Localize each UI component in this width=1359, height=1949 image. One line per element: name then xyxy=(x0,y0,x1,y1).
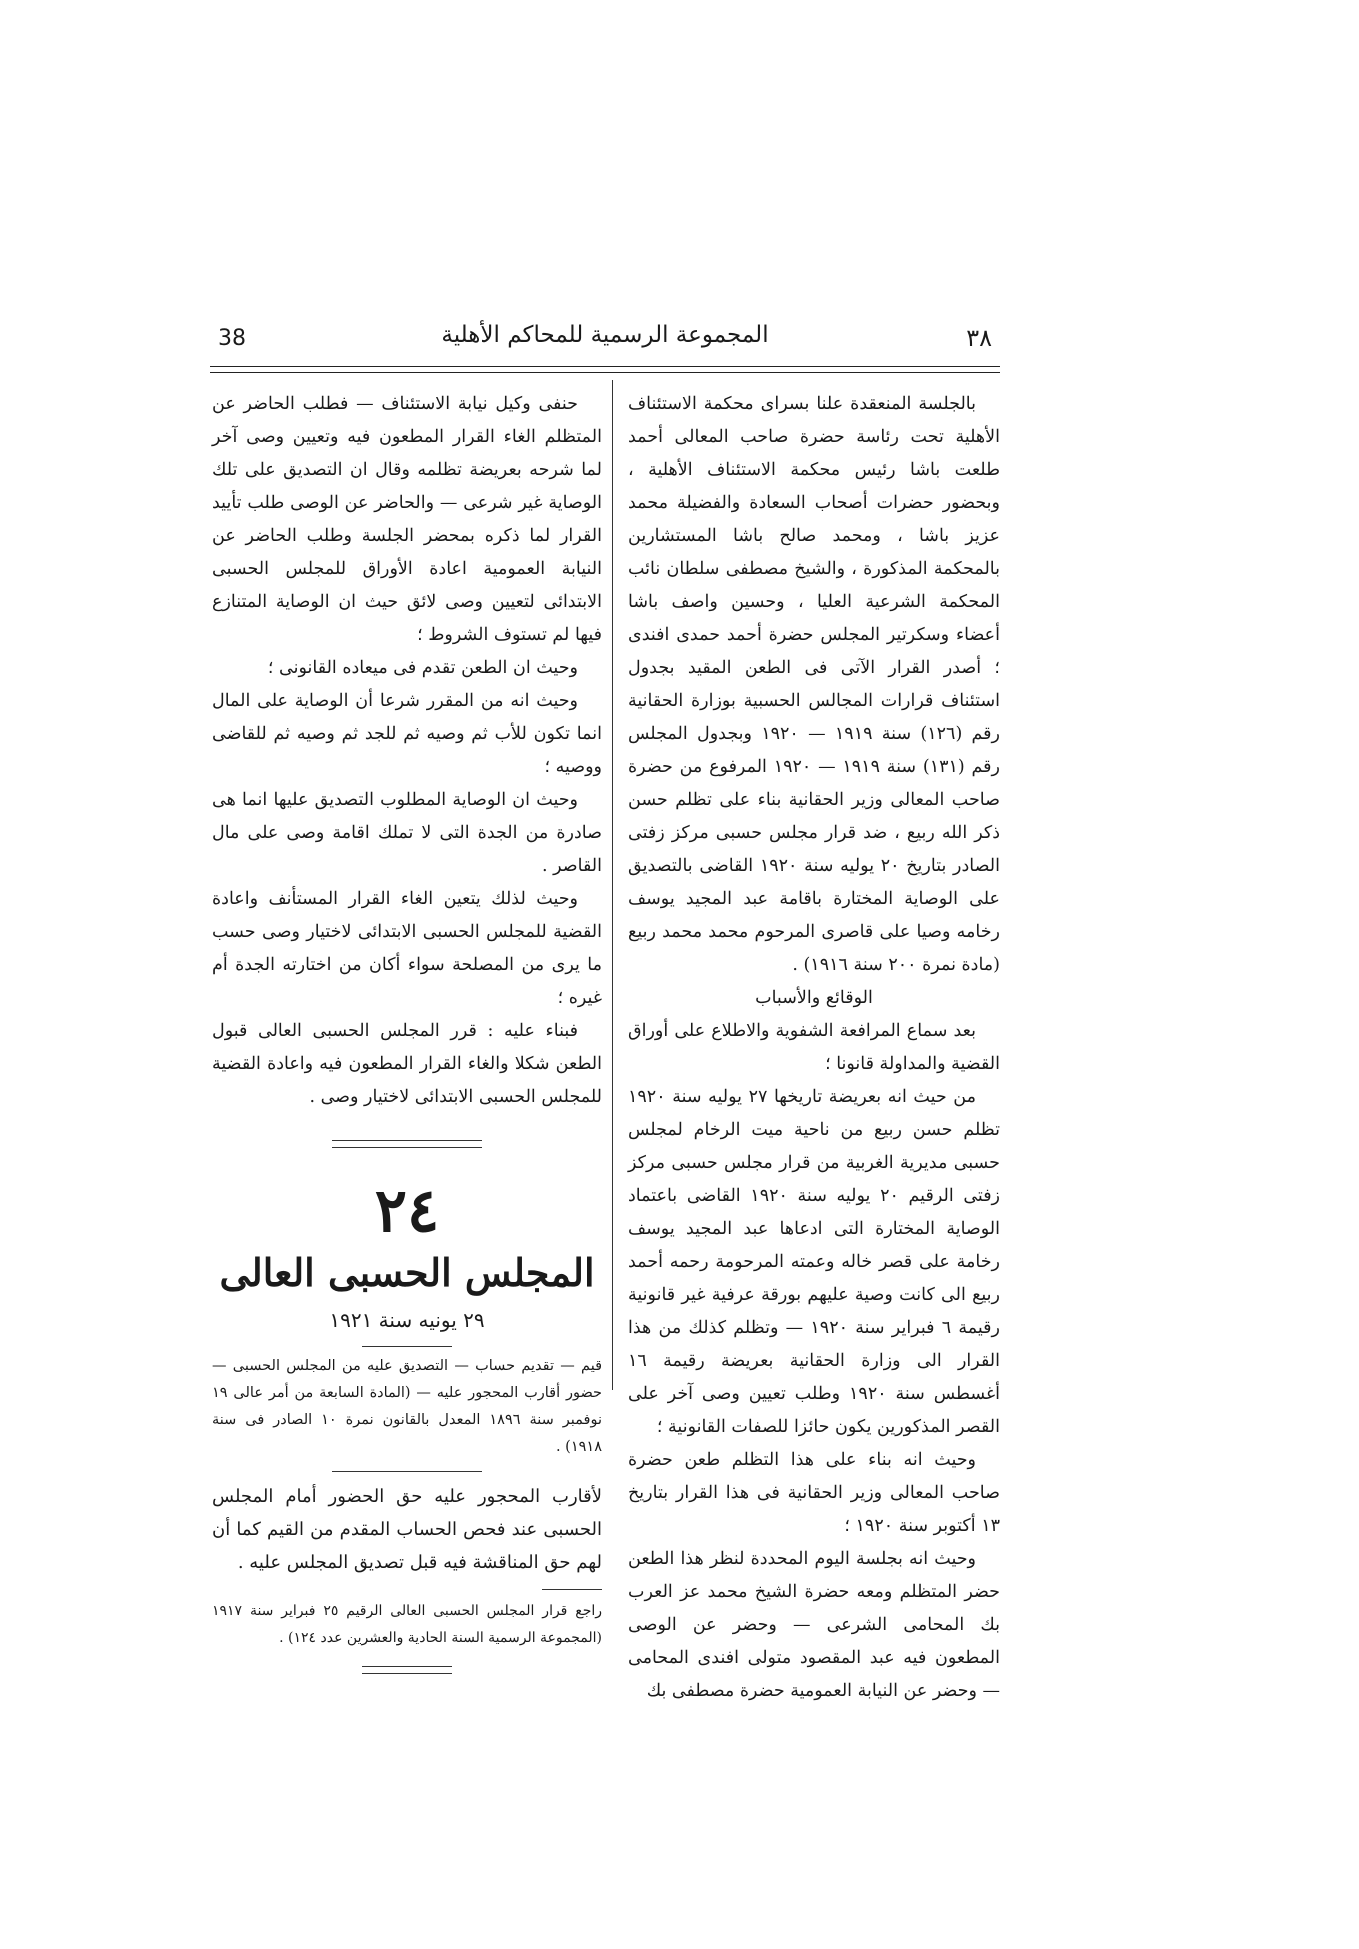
page-number-arabic: ٣٨ xyxy=(966,324,992,352)
separator-line xyxy=(362,1666,452,1667)
left-column xyxy=(212,388,602,1680)
end-separator xyxy=(212,1666,602,1674)
facts-paragraph: بعد سماع المرافعة الشفوية والاطلاع على أوراق القضية والمداولة قانونا ؛ xyxy=(628,1021,1000,1074)
facts-paragraph: وحيث انه بناء على هذا التظلم طعن حضرة صاحب المعالى وزير الحقانية فى هذا القرار بتاريخ ١٣ أكتوبر سنة ١٩٢٠ ؛ xyxy=(628,1450,1000,1536)
case-date: ٢٩ يونيه سنة ١٩٢١ xyxy=(329,1308,485,1332)
section-separator xyxy=(212,1140,602,1148)
ruling-paragraph: حنفى وكيل نيابة الاستئناف — فطلب الحاضر عن المتظلم الغاء القرار المطعون فيه وتعيين وصى آخر لما شرحه بعريضة تظلمه وقال ان التصديق على تلك الوصاية غير شرعى — والحاضر عن الوصى طلب تأييد القرار لما ذكره بمحضر الجلسة وطلب الحاضر عن النيابة العمومية اعادة الأوراق للمجلس الحسبى الابتدائى لتعيين وصى لائق حيث ان الوصاية المتنازع فيها لم تستوف الشروط ؛ xyxy=(212,394,602,645)
ruling-paragraph: فبناء عليه : قرر المجلس الحسبى العالى قبول الطعن شكلا والغاء القرار المطعون فيه واعادة القضية للمجلس الحسبى الابتدائى لاختيار وصى . xyxy=(212,1021,602,1107)
legal-principle: لأقارب المحجور عليه حق الحضور أمام المجلس الحسبى عند فحص الحساب المقدم من القيم كما أن لهم حق المناقشة فيه قبل تصديق المجلس عليه . xyxy=(212,1486,602,1573)
date-underline xyxy=(362,1346,452,1347)
page-header xyxy=(210,320,1000,360)
facts-paragraph: من حيث انه بعريضة تاريخها ٢٧ يوليه سنة ١٩٢٠ تظلم حسن ربيع من ناحية ميت الرخام لمجلس حسبى مديرية الغربية من قرار مجلس حسبى مركز زفتى الرقيم ٢٠ يوليه سنة ١٩٢٠ القاضى باعتماد الوصاية المختارة التى ادعاها عبد المجيد يوسف رخامة على قصر خاله وعمته المرحومة رحمه أحمد ربيع الى كانت وصية عليهم بورقة عرفية غير قانونية رقيمة ٦ فبراير سنة ١٩٢٠ — وتظلم كذلك من هذا القرار الى وزارة الحقانية بعريضة رقيمة ١٦ أغسطس سنة ١٩٢٠ وطلب تعيين وصى آخر على القصر المذكورين يكون حائزا للصفات القانونية ؛ xyxy=(628,1087,1001,1437)
reference-note: راجع قرار المجلس الحسبى العالى الرقيم ٢٥ فبراير سنة ١٩١٧ (المجموعة الرسمية السنة الحادية والعشرين عدد ١٢٤) . xyxy=(212,1603,603,1646)
header-rule-bottom xyxy=(210,372,1000,373)
reference-separator xyxy=(542,1589,602,1590)
right-column xyxy=(628,388,1000,1708)
summary-separator xyxy=(332,1471,482,1472)
ruling-paragraph: وحيث ان الوصاية المطلوب التصديق عليها انما هى صادرة من الجدة التى لا تملك اقامة وصى على مال القاصر . xyxy=(212,790,602,876)
page-number-latin: 38 xyxy=(218,326,246,351)
separator-line xyxy=(332,1140,482,1141)
session-paragraph: بالجلسة المنعقدة علنا بسراى محكمة الاستئناف الأهلية تحت رئاسة حضرة صاحب المعالى أحمد طلعت باشا رئيس محكمة الاستئناف الأهلية ، وبحضور حضرات أصحاب السعادة والفضيلة محمد عزيز باشا ، ومحمد صالح باشا المستشارين بالمحكمة المذكورة ، والشيخ مصطفى سلطان نائب المحكمة الشرعية العليا ، وحسين واصف باشا أعضاء وسكرتير المجلس حضرة أحمد حمدى افندى ؛ أصدر القرار الآتى فى الطعن المقيد بجدول استئناف قرارات المجالس الحسبية بوزارة الحقانية رقم (١٢٦) سنة ١٩١٩ — ١٩٢٠ وبجدول المجلس رقم (١٣١) سنة ١٩١٩ — ١٩٢٠ المرفوع من حضرة صاحب المعالى وزير الحقانية بناء على تظلم حسن ذكر الله ربيع ، ضد قرار مجلس حسبى مركز زفتى الصادر بتاريخ ٢٠ يوليه سنة ١٩٢٠ القاضى بالتصديق على الوصاية المختارة باقامة عبد المجيد يوسف رخامه وصيا على قاصرى المرحوم محمد محمد ربيع (مادة نمرة ٢٠٠ سنة ١٩١٦) . xyxy=(628,394,1001,975)
ruling-paragraph: وحيث لذلك يتعين الغاء القرار المستأنف واعادة القضية للمجلس الحسبى الابتدائى لاختيار وصى حسب ما يرى من المصلحة سواء أكان من اختارته الجدة أم غيره ؛ xyxy=(212,889,602,1008)
running-title: المجموعة الرسمية للمحاكم الأهلية xyxy=(441,322,769,348)
facts-heading: الوقائع والأسباب xyxy=(755,988,873,1008)
court-title: المجلس الحسبى العالى xyxy=(219,1250,595,1295)
separator-line xyxy=(362,1673,452,1674)
header-rule-top xyxy=(210,366,1000,367)
facts-paragraph: وحيث انه بجلسة اليوم المحددة لنظر هذا الطعن حضر المتظلم ومعه حضرة الشيخ محمد عز العرب بك المحامى الشرعى — وحضر عن الوصى المطعون فيه عبد المقصود متولى افندى المحامى — وحضر عن النيابة العمومية حضرة مصطفى بك xyxy=(628,1549,1000,1701)
case-number: ٢٤ xyxy=(374,1176,440,1246)
separator-line xyxy=(332,1147,482,1148)
case-summary: قيم — تقديم حساب — التصديق عليه من المجلس الحسبى — حضور أقارب المحجور عليه — (المادة السابعة من أمر عالى ١٩ نوفمبر سنة ١٨٩٦ المعدل بالقانون نمرة ١٠ الصادر فى سنة ١٩١٨) . xyxy=(212,1358,602,1455)
column-divider xyxy=(612,380,613,1390)
ruling-paragraph: وحيث ان الطعن تقدم فى ميعاده القانونى ؛ xyxy=(267,658,578,678)
ruling-paragraph: وحيث انه من المقرر شرعا أن الوصاية على المال انما تكون للأب ثم وصيه ثم للجد ثم وصيه ثم للقاضى ووصيه ؛ xyxy=(212,691,602,777)
